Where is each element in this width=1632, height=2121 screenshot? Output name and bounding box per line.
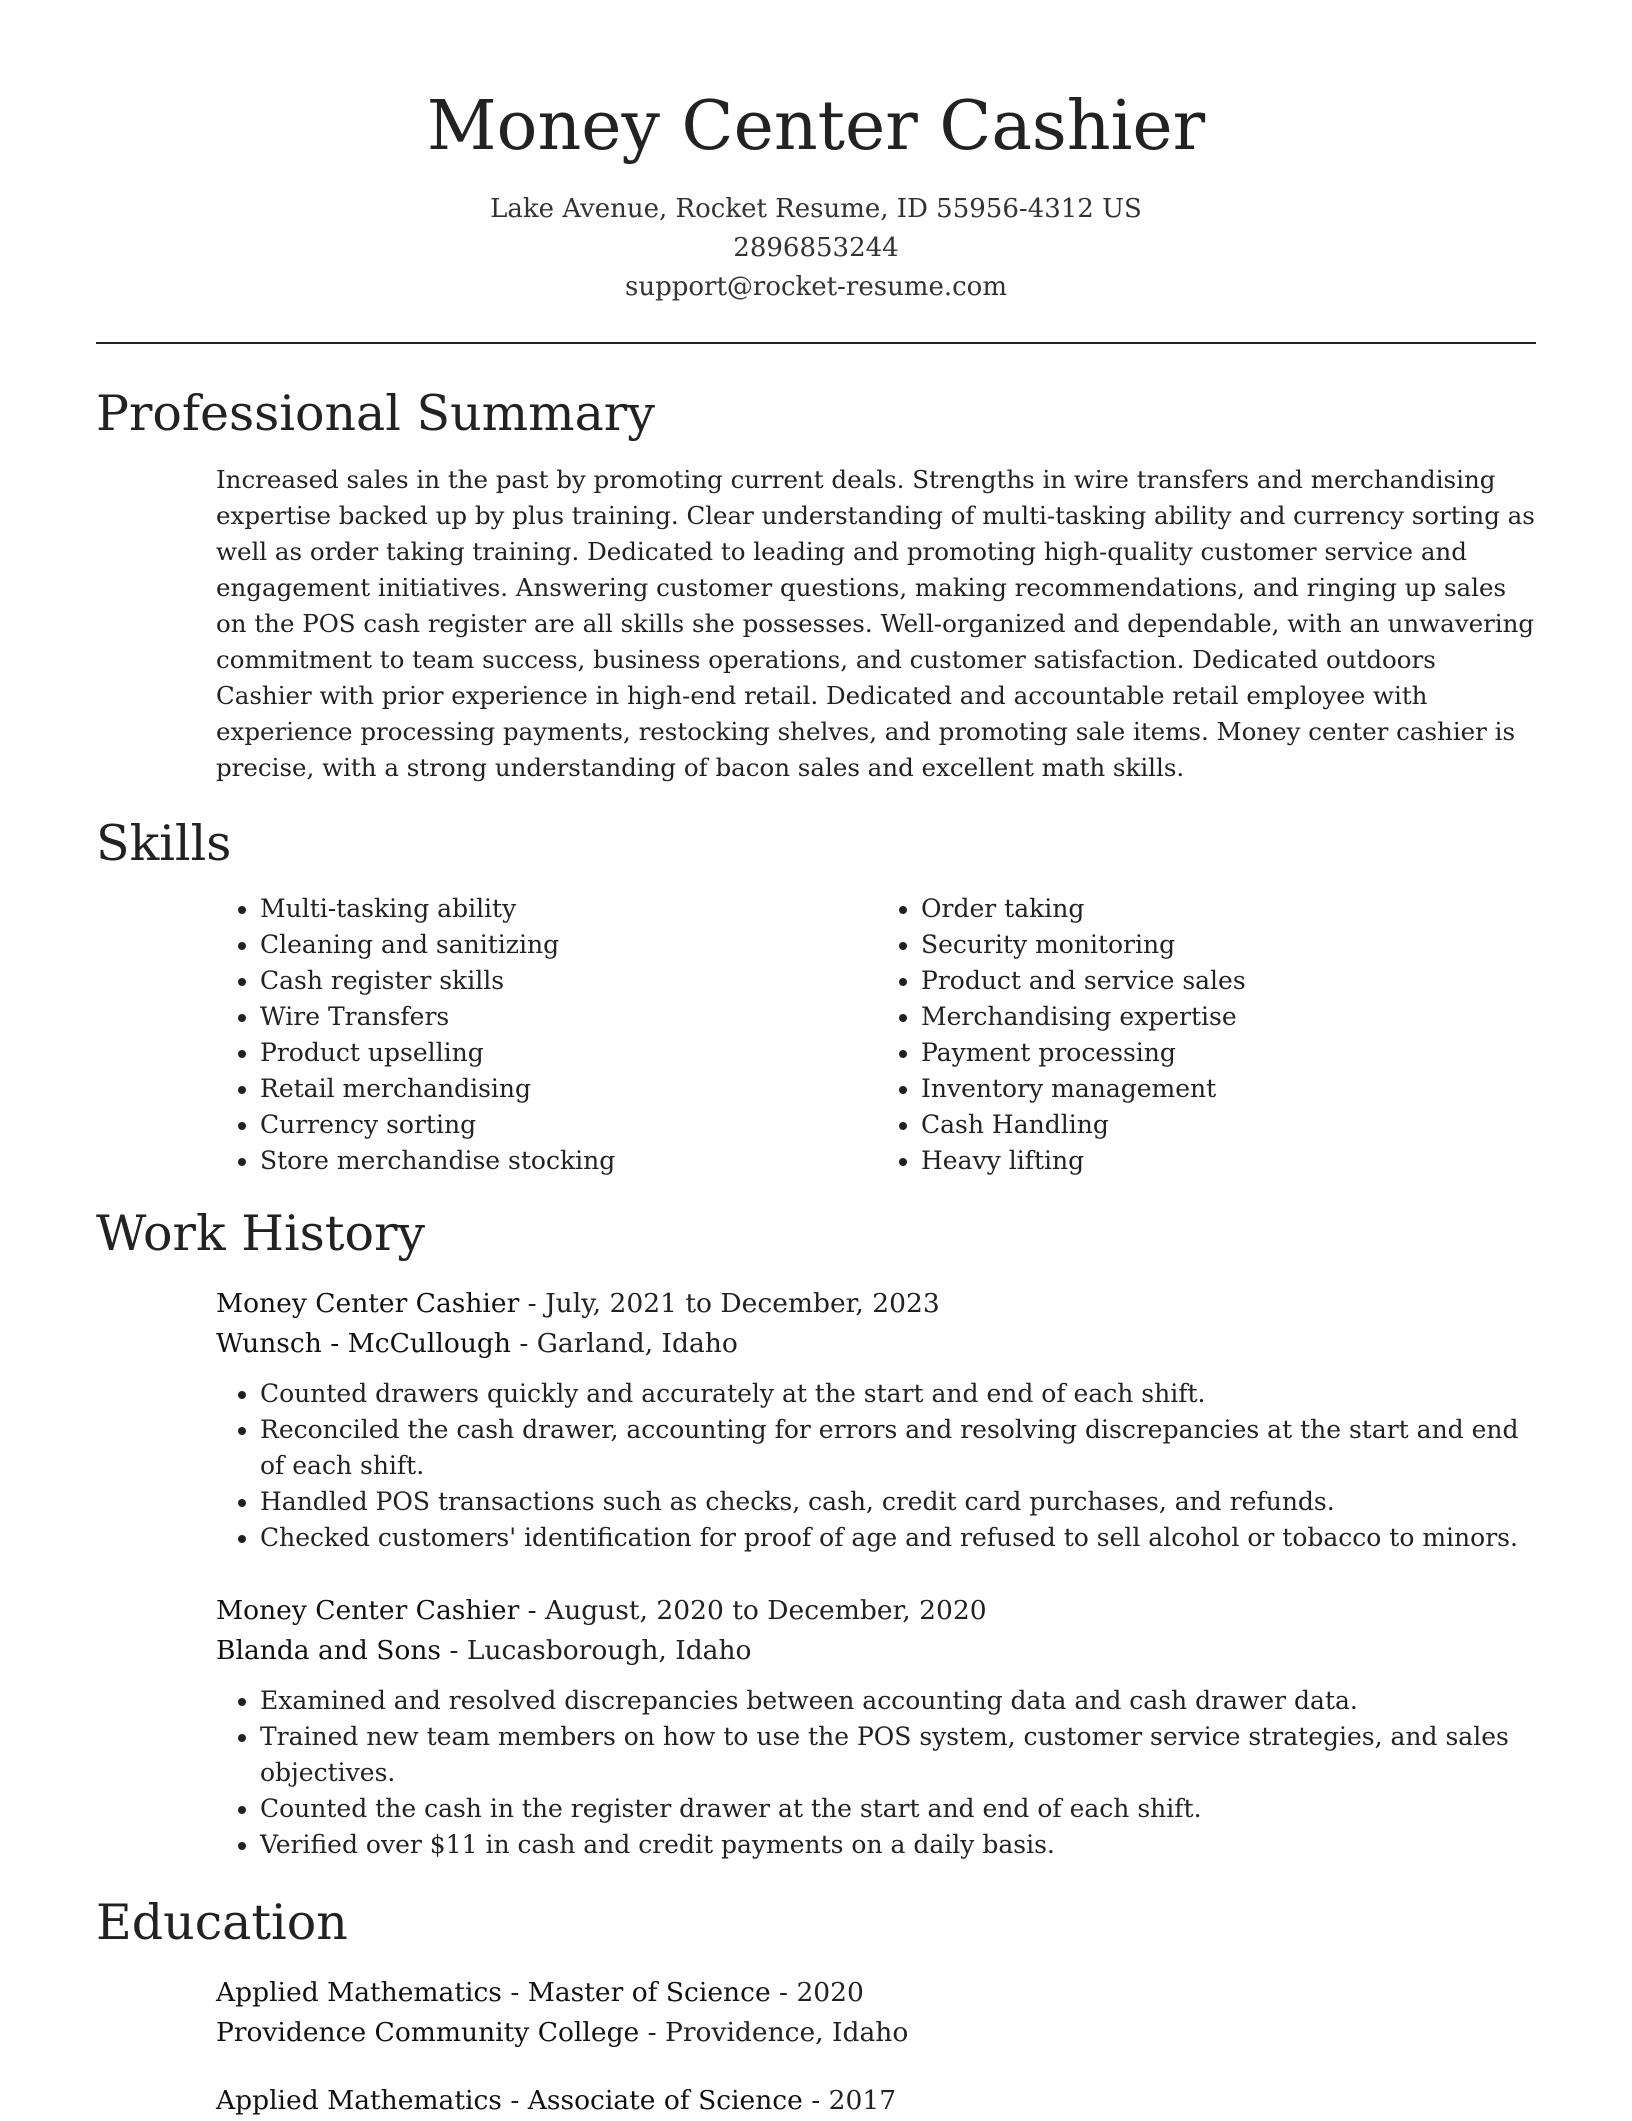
summary-text: Increased sales in the past by promoting current deals. Strengths in wire transfers and merchandising expertise backed up by plus training. Clear understanding of multi-tasking ability and currency sorting as well as order taking training. Dedicated to leading and promoting high-quality customer service and engagement initiatives. Answering customer questions, making recommendations, and ringing up sales on the POS cash register are all skills she possesses. Well-organized and dependable, with an unwavering commitment to team success, business operations, and customer satisfaction. Dedicated outdoors Cashier with prior experience in high-end retail. Dedicated and accountable retail employee with experience processing payments, restocking shelves, and promoting sale items. Money center cashier is precise, with a strong understanding of bacon sales and excellent math skills. xyxy=(216,465,1535,782)
skill-item: • Inventory management xyxy=(921,1071,1538,1107)
education-field: Applied Mathematics xyxy=(216,1977,502,2008)
job-bullet: • Counted the cash in the register drawer at the start and end of each shift. xyxy=(260,1791,1538,1827)
skill-item: • Payment processing xyxy=(921,1035,1538,1071)
education-field: Applied Mathematics xyxy=(216,2085,502,2116)
education-degree: Master of Science xyxy=(527,1977,771,2008)
skill-item: • Product upselling xyxy=(260,1035,877,1071)
job-location: Garland, Idaho xyxy=(536,1328,738,1359)
job-bullet: • Counted drawers quickly and accurately at the start and end of each shift. xyxy=(260,1376,1538,1412)
contact-block xyxy=(0,190,1632,307)
job-dates: August, 2020 to December, 2020 xyxy=(545,1595,987,1626)
job-bullets xyxy=(216,1376,1538,1556)
education-degree-line xyxy=(216,1973,1538,2013)
job-entry xyxy=(216,1284,1538,1556)
contact-phone: 2896853244 xyxy=(733,233,899,263)
job-title-line xyxy=(216,1284,1538,1324)
job-bullet: • Verified over $11 in cash and credit payments on a daily basis. xyxy=(260,1827,1538,1863)
section-title-summary: Professional Summary xyxy=(96,385,655,442)
education-year: 2020 xyxy=(796,1977,864,2008)
education-degree-line xyxy=(216,2081,1538,2121)
skills-list xyxy=(216,891,1538,1179)
skill-item: • Heavy lifting xyxy=(921,1143,1538,1179)
job-title: Money Center Cashier xyxy=(216,1595,520,1626)
education-year: 2017 xyxy=(828,2085,897,2116)
skill-item: • Multi-tasking ability xyxy=(260,891,877,927)
job-bullet: • Examined and resolved discrepancies between accounting data and cash drawer data. xyxy=(260,1683,1538,1719)
education-entry xyxy=(216,2081,1538,2121)
education-entry xyxy=(216,1973,1538,2053)
job-bullet: • Trained new team members on how to use the POS system, customer service strategies, and sales objectives. xyxy=(260,1719,1538,1791)
job-location: Lucasborough, Idaho xyxy=(466,1635,752,1666)
skill-item: • Store merchandise stocking xyxy=(260,1143,877,1179)
skill-item: • Cash Handling xyxy=(921,1107,1538,1143)
separator: - xyxy=(501,1977,528,2008)
skill-item: • Cash register skills xyxy=(260,963,877,999)
job-company-line xyxy=(216,1631,1538,1671)
skills-column-right xyxy=(877,891,1538,1179)
header-divider xyxy=(96,342,1536,344)
job-company: Wunsch - McCullough xyxy=(216,1328,511,1359)
job-bullet: • Handled POS transactions such as checks, cash, credit card purchases, and refunds. xyxy=(260,1484,1538,1520)
separator: - xyxy=(639,2017,666,2048)
separator: - xyxy=(510,1328,537,1359)
job-bullet: • Checked customers' identification for proof of age and refused to sell alcohol or tobacco to minors. xyxy=(260,1520,1538,1556)
job-bullet: • Reconciled the cash drawer, accounting for errors and resolving discrepancies at the start and end of each shift. xyxy=(260,1412,1538,1484)
separator: - xyxy=(519,1595,546,1626)
skills-column-left xyxy=(216,891,877,1179)
skill-item: • Security monitoring xyxy=(921,927,1538,963)
skill-item: • Retail merchandising xyxy=(260,1071,877,1107)
education-location: Providence, Idaho xyxy=(665,2017,909,2048)
education-school: Providence Community College xyxy=(216,2017,640,2048)
education-degree: Associate of Science xyxy=(527,2085,803,2116)
job-company: Blanda and Sons xyxy=(216,1635,442,1666)
job-company-line xyxy=(216,1324,1538,1364)
separator: - xyxy=(519,1288,546,1319)
section-title-education: Education xyxy=(96,1894,348,1951)
section-title-work: Work History xyxy=(96,1205,426,1262)
contact-address: Lake Avenue, Rocket Resume, ID 55956-4312 US xyxy=(490,194,1142,224)
separator: - xyxy=(441,1635,467,1666)
skill-item: • Cleaning and sanitizing xyxy=(260,927,877,963)
section-title-skills: Skills xyxy=(96,815,232,872)
education-school-line xyxy=(216,2013,1538,2053)
job-entry xyxy=(216,1591,1538,1863)
job-bullets xyxy=(216,1683,1538,1863)
separator: - xyxy=(802,2085,829,2116)
job-title-line xyxy=(216,1591,1538,1631)
job-title: Money Center Cashier xyxy=(216,1288,520,1319)
skill-item: • Order taking xyxy=(921,891,1538,927)
candidate-name: Money Center Cashier xyxy=(426,87,1206,166)
skill-item: • Currency sorting xyxy=(260,1107,877,1143)
skill-item: • Product and service sales xyxy=(921,963,1538,999)
separator: - xyxy=(501,2085,528,2116)
contact-email: support@rocket-resume.com xyxy=(624,272,1007,302)
skill-item: • Merchandising expertise xyxy=(921,999,1538,1035)
skill-item: • Wire Transfers xyxy=(260,999,877,1035)
separator: - xyxy=(770,1977,797,2008)
job-dates: July, 2021 to December, 2023 xyxy=(545,1288,940,1319)
